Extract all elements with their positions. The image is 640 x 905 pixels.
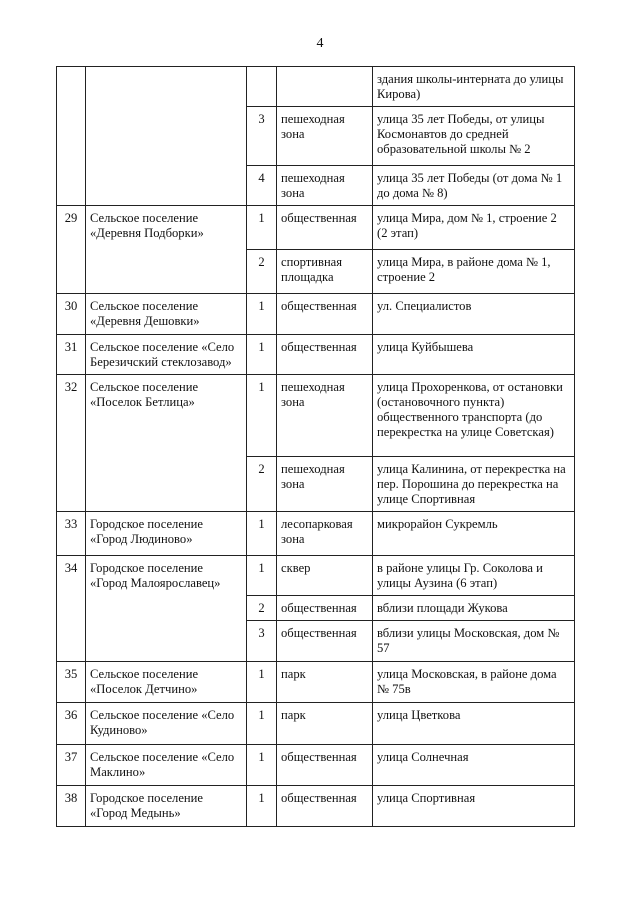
address-cell: вблизи улицы Московская, дом № 57 — [373, 621, 575, 662]
table-row — [57, 662, 575, 703]
row-number: 37 — [57, 745, 86, 786]
row-number: 32 — [57, 375, 86, 512]
row-number: 31 — [57, 335, 86, 375]
settlement-name: Городское поселение «Город Малоярославец» — [86, 556, 247, 662]
sub-number — [247, 67, 277, 107]
settlement-name: Сельское поселение «Поселок Детчино» — [86, 662, 247, 703]
address-cell: улица Куйбышева — [373, 335, 575, 375]
sub-number: 1 — [247, 335, 277, 375]
table-row — [57, 206, 575, 250]
address-cell: здания школы-интерната до улицы Кирова) — [373, 67, 575, 107]
table-row — [57, 556, 575, 596]
table-body — [57, 67, 575, 827]
zone-type: общественная — [277, 786, 373, 827]
zone-type: общественная — [277, 335, 373, 375]
row-number — [57, 67, 86, 206]
sub-number: 1 — [247, 375, 277, 457]
address-cell: улица Цветкова — [373, 703, 575, 745]
address-cell: ул. Специалистов — [373, 294, 575, 335]
sub-number: 2 — [247, 250, 277, 294]
zone-type: пешеходная зона — [277, 457, 373, 512]
sub-number: 1 — [247, 662, 277, 703]
address-cell: улица Мира, в районе дома № 1, строение 2 — [373, 250, 575, 294]
row-number: 29 — [57, 206, 86, 294]
row-number: 35 — [57, 662, 86, 703]
sub-number: 1 — [247, 206, 277, 250]
address-cell: в районе улицы Гр. Соколова и улицы Аузина (6 этап) — [373, 556, 575, 596]
address-cell: улица Московская, в районе дома № 75в — [373, 662, 575, 703]
sub-number: 3 — [247, 621, 277, 662]
row-number: 33 — [57, 512, 86, 556]
settlement-name: Сельское поселение «Деревня Подборки» — [86, 206, 247, 294]
address-cell: улица Спортивная — [373, 786, 575, 827]
zone-type — [277, 67, 373, 107]
row-number: 30 — [57, 294, 86, 335]
zone-type: общественная — [277, 206, 373, 250]
sub-number: 1 — [247, 786, 277, 827]
zone-type: спортивная площадка — [277, 250, 373, 294]
page-number: 4 — [316, 36, 324, 51]
row-number: 36 — [57, 703, 86, 745]
table-row — [57, 375, 575, 457]
sub-number: 1 — [247, 512, 277, 556]
sub-number: 1 — [247, 294, 277, 335]
sub-number: 1 — [247, 556, 277, 596]
row-number: 38 — [57, 786, 86, 827]
table-row — [57, 786, 575, 827]
zone-type: сквер — [277, 556, 373, 596]
address-cell: вблизи площади Жукова — [373, 596, 575, 621]
settlement-name: Сельское поселение «Село Маклино» — [86, 745, 247, 786]
zone-type: лесопарковая зона — [277, 512, 373, 556]
table-row — [57, 703, 575, 745]
table-row — [57, 294, 575, 335]
sub-number: 4 — [247, 166, 277, 206]
table-row — [57, 335, 575, 375]
address-cell: микрорайон Сукремль — [373, 512, 575, 556]
sub-number: 1 — [247, 703, 277, 745]
sub-number: 2 — [247, 596, 277, 621]
zone-type: пешеходная зона — [277, 375, 373, 457]
settlement-name: Сельское поселение «Село Березичский стеклозавод» — [86, 335, 247, 375]
settlements-table — [56, 66, 575, 827]
settlement-name: Сельское поселение «Село Кудиново» — [86, 703, 247, 745]
zone-type: общественная — [277, 294, 373, 335]
zone-type: общественная — [277, 621, 373, 662]
address-cell: улица Солнечная — [373, 745, 575, 786]
address-cell: улица 35 лет Победы, от улицы Космонавтов до средней образовательной школы № 2 — [373, 107, 575, 166]
settlement-name: Сельское поселение «Поселок Бетлица» — [86, 375, 247, 512]
zone-type: парк — [277, 703, 373, 745]
settlement-name: Городское поселение «Город Медынь» — [86, 786, 247, 827]
zone-type: пешеходная зона — [277, 166, 373, 206]
settlement-name: Городское поселение «Город Людиново» — [86, 512, 247, 556]
zone-type: общественная — [277, 596, 373, 621]
zone-type: парк — [277, 662, 373, 703]
address-cell: улица 35 лет Победы (от дома № 1 до дома № 8) — [373, 166, 575, 206]
row-number: 34 — [57, 556, 86, 662]
sub-number: 1 — [247, 745, 277, 786]
settlement-name — [86, 67, 247, 206]
table-row — [57, 67, 575, 107]
address-cell: улица Мира, дом № 1, строение 2 (2 этап) — [373, 206, 575, 250]
address-cell: улица Прохоренкова, от остановки (остановочного пункта) общественного транспорта (до перекрестка на улице Советская) — [373, 375, 575, 457]
zone-type: общественная — [277, 745, 373, 786]
table-row — [57, 745, 575, 786]
sub-number: 3 — [247, 107, 277, 166]
sub-number: 2 — [247, 457, 277, 512]
settlement-name: Сельское поселение «Деревня Дешовки» — [86, 294, 247, 335]
zone-type: пешеходная зона — [277, 107, 373, 166]
table-row — [57, 512, 575, 556]
address-cell: улица Калинина, от перекрестка на пер. Порошина до перекрестка на улице Спортивная — [373, 457, 575, 512]
